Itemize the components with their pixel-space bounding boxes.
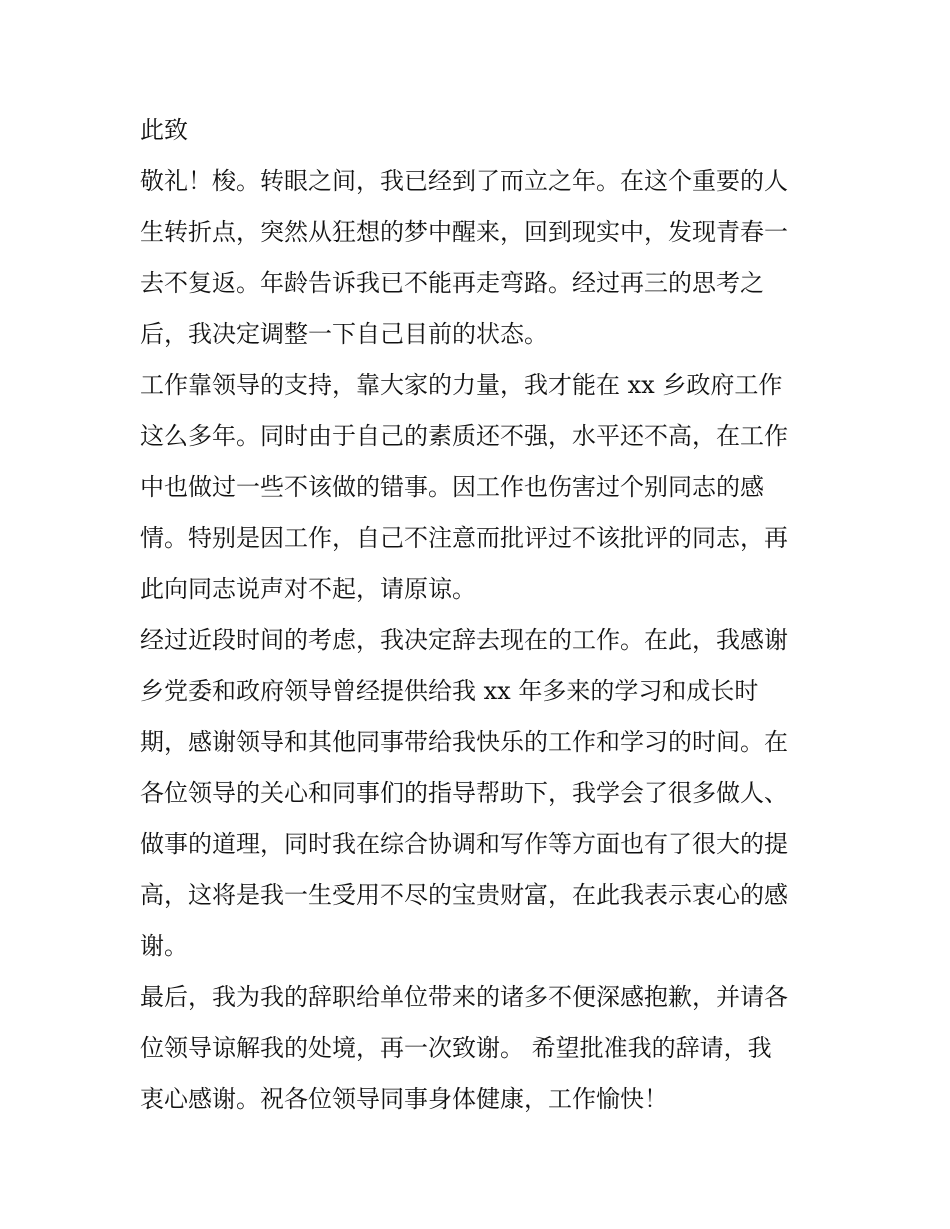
text-line: 敬礼！梭。转眼之间，我已经到了而立之年。在这个重要的人 bbox=[140, 167, 788, 195]
text-line: 衷心感谢。祝各位领导同事身体健康，工作愉快！ bbox=[140, 1085, 668, 1113]
text-line: 生转折点，突然从狂想的梦中醒来，回到现实中，发现青春一 bbox=[140, 218, 788, 246]
text-line: 做事的道理，同时我在综合协调和写作等方面也有了很大的提 bbox=[140, 830, 788, 858]
document-body bbox=[140, 105, 820, 1125]
text-line: 后，我决定调整一下自己目前的状态。 bbox=[140, 320, 548, 348]
text-line: 此致 bbox=[140, 116, 188, 144]
text-line: 工作靠领导的支持，靠大家的力量，我才能在 xx 乡政府工作 bbox=[140, 371, 783, 399]
text-line: 经过近段时间的考虑，我决定辞去现在的工作。在此，我感谢 bbox=[140, 626, 788, 654]
text-line: 各位领导的关心和同事们的指导帮助下，我学会了很多做人、 bbox=[140, 779, 788, 807]
text-line: 谢。 bbox=[140, 932, 188, 960]
text-line: 高，这将是我一生受用不尽的宝贵财富，在此我表示衷心的感 bbox=[140, 881, 788, 909]
text-line: 位领导谅解我的处境，再一次致谢。 希望批准我的辞请，我 bbox=[140, 1034, 772, 1062]
text-line: 情。特别是因工作，自己不注意而批评过不该批评的同志，再 bbox=[140, 524, 788, 552]
text-line: 去不复返。年龄告诉我已不能再走弯路。经过再三的思考之 bbox=[140, 269, 764, 297]
text-line: 中也做过一些不该做的错事。因工作也伤害过个别同志的感 bbox=[140, 473, 764, 501]
text-line: 乡党委和政府领导曾经提供给我 xx 年多来的学习和成长时 bbox=[140, 677, 759, 705]
text-line: 这么多年。同时由于自己的素质还不强，水平还不高，在工作 bbox=[140, 422, 788, 450]
text-line: 最后，我为我的辞职给单位带来的诸多不便深感抱歉，并请各 bbox=[140, 983, 788, 1011]
text-line: 期，感谢领导和其他同事带给我快乐的工作和学习的时间。在 bbox=[140, 728, 788, 756]
text-line: 此向同志说声对不起，请原谅。 bbox=[140, 575, 476, 603]
